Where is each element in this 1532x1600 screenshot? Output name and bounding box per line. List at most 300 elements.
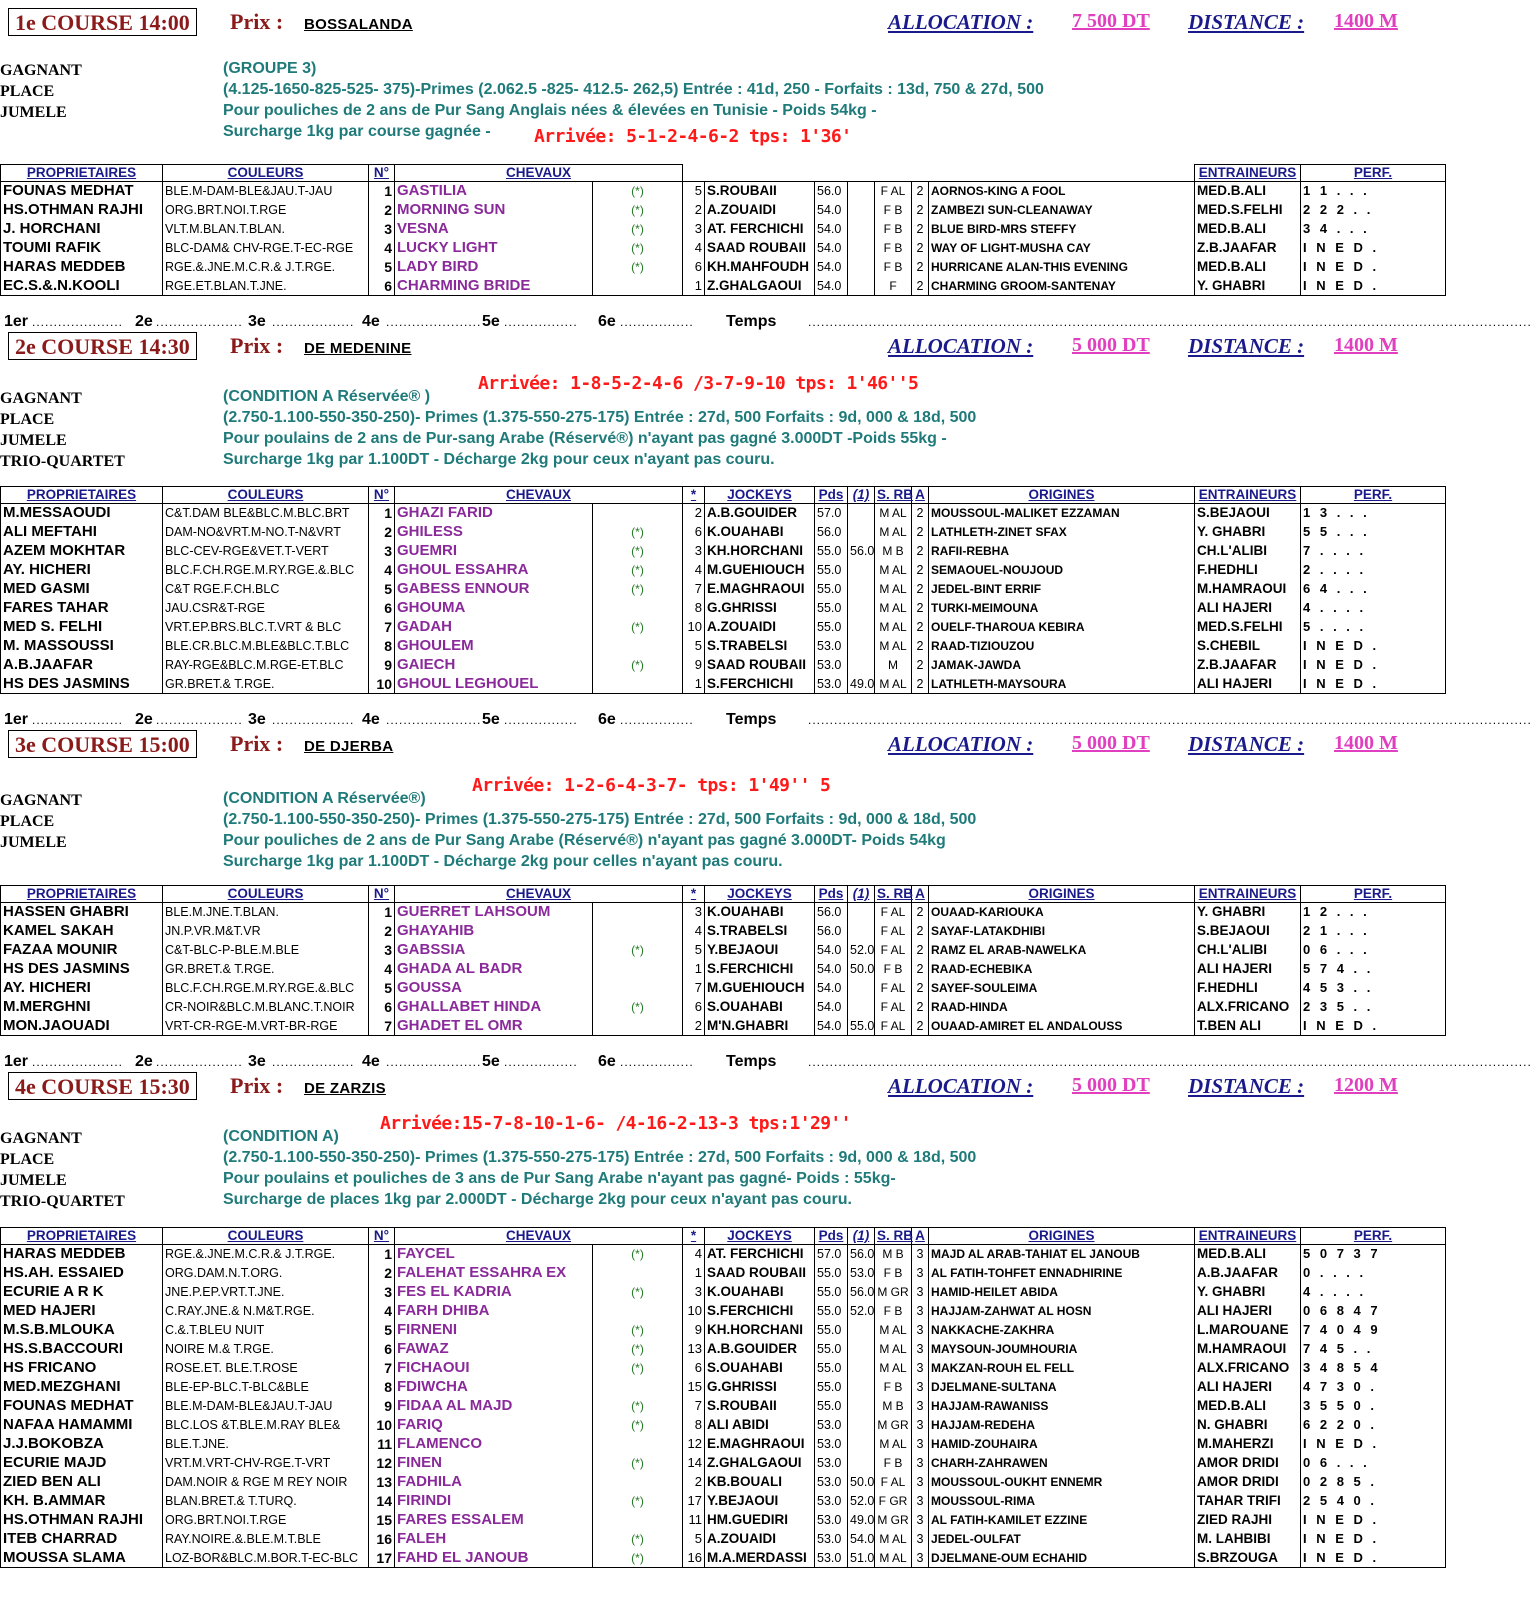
origin-cell: WAY OF LIGHT-MUSHA CAY xyxy=(929,239,1195,258)
colors-cell: NOIRE M.& T.RGE. xyxy=(163,1340,369,1359)
post-cell: 4 xyxy=(683,239,705,258)
mark-cell: (*) xyxy=(593,1416,683,1435)
age-cell: 2 xyxy=(912,523,929,542)
fill-in-dots: ..................... xyxy=(32,1055,124,1069)
table-row xyxy=(1,922,1446,941)
performance-cell: 3 4 8 5 4 xyxy=(1301,1359,1446,1378)
origin-cell: SAYEF-SOULEIMA xyxy=(929,979,1195,998)
fill-in-dots: .................... xyxy=(156,1055,243,1069)
mark-cell xyxy=(593,1302,683,1321)
owner-cell: KH. B.AMMAR xyxy=(1,1492,163,1511)
post-cell: 15 xyxy=(683,1378,705,1397)
weight-cell: 55.0 xyxy=(815,1264,848,1283)
horse-cell: GHALLABET HINDA xyxy=(395,998,593,1017)
number-cell: 4 xyxy=(369,239,395,258)
surcharge-cell xyxy=(848,637,875,656)
origin-cell: HURRICANE ALAN-THIS EVENING xyxy=(929,258,1195,277)
table-row xyxy=(1,998,1446,1017)
post-cell: 4 xyxy=(683,561,705,580)
table-row xyxy=(1,1511,1446,1530)
horse-cell: GHADET EL OMR xyxy=(395,1017,593,1036)
owner-cell: MED S. FELHI xyxy=(1,618,163,637)
column-header-proprietaires: PROPRIETAIRES xyxy=(1,487,163,504)
placing-label: 1er xyxy=(4,313,29,330)
column-header-chevaux: CHEVAUX xyxy=(395,165,683,182)
colors-cell: BLE.M-DAM-BLE&JAU.T-JAU xyxy=(163,182,369,201)
surcharge-cell: 50.0 xyxy=(848,1473,875,1492)
origin-cell: NAKKACHE-ZAKHRA xyxy=(929,1321,1195,1340)
column-header-pds: Pds xyxy=(815,886,848,903)
jockey-cell: A.B.GOUIDER xyxy=(705,1340,815,1359)
trainer-cell: M. LAHBIBI xyxy=(1195,1530,1301,1549)
column-header-jockeys xyxy=(705,165,815,182)
weight-cell: 57.0 xyxy=(815,1245,848,1264)
placing-label: 2e xyxy=(135,1053,153,1070)
jockey-cell: ALI ABIDI xyxy=(705,1416,815,1435)
jockey-cell: G.GHRISSI xyxy=(705,599,815,618)
performance-cell: 0 6 8 4 7 xyxy=(1301,1302,1446,1321)
column-header-origines xyxy=(929,165,1195,182)
weight-cell: 53.0 xyxy=(815,1492,848,1511)
sex-breed-cell: M AL xyxy=(875,1340,912,1359)
performance-cell: 4 7 3 0 . xyxy=(1301,1378,1446,1397)
origin-cell: MOUSSOUL-OUKHT ENNEMR xyxy=(929,1473,1195,1492)
owner-cell: ECURIE MAJD xyxy=(1,1454,163,1473)
placing-label: 6e xyxy=(598,1053,616,1070)
race-number-time: 2e COURSE 14:30 xyxy=(8,332,197,360)
age-cell: 2 xyxy=(912,258,929,277)
horse-cell: GHOUL ESSAHRA xyxy=(395,561,593,580)
jockey-cell: SAAD ROUBAII xyxy=(705,1264,815,1283)
age-cell: 3 xyxy=(912,1530,929,1549)
sex-breed-cell: F B xyxy=(875,239,912,258)
condition-line: (CONDITION A Réservée®) xyxy=(223,790,426,807)
trainer-cell: L.MAROUANE xyxy=(1195,1321,1301,1340)
owner-cell: HS DES JASMINS xyxy=(1,960,163,979)
owner-cell: HASSEN GHABRI xyxy=(1,903,163,922)
horse-cell: GHOULEM xyxy=(395,637,593,656)
race-number-time: 3e COURSE 15:00 xyxy=(8,730,197,758)
trainer-cell: N. GHABRI xyxy=(1195,1416,1301,1435)
column-header-srb: S. RB xyxy=(875,886,912,903)
post-cell: 2 xyxy=(683,1017,705,1036)
weight-cell: 55.0 xyxy=(815,1378,848,1397)
fill-in-dots: ................. xyxy=(504,713,578,727)
column-header-perf: PERF. xyxy=(1301,487,1446,504)
age-cell: 3 xyxy=(912,1302,929,1321)
colors-cell: JN.P.VR.M&T.VR xyxy=(163,922,369,941)
post-cell: 2 xyxy=(683,201,705,220)
column-header-jockeys: JOCKEYS xyxy=(705,487,815,504)
trainer-cell: ALI HAJERI xyxy=(1195,1378,1301,1397)
surcharge-cell xyxy=(848,182,875,201)
post-cell: 1 xyxy=(683,277,705,296)
surcharge-cell xyxy=(848,504,875,523)
bet-type: GAGNANT xyxy=(0,792,82,809)
race-header xyxy=(0,730,1454,760)
number-cell: 9 xyxy=(369,1397,395,1416)
table-row xyxy=(1,1264,1446,1283)
mark-cell: (*) xyxy=(593,542,683,561)
weight-cell: 53.0 xyxy=(815,675,848,694)
horse-cell: FAYCEL xyxy=(395,1245,593,1264)
origin-cell: HAJJAM-REDEHA xyxy=(929,1416,1195,1435)
origin-cell: HAJJAM-ZAHWAT AL HOSN xyxy=(929,1302,1195,1321)
surcharge-cell xyxy=(848,1359,875,1378)
sex-breed-cell: F AL xyxy=(875,922,912,941)
age-cell: 2 xyxy=(912,561,929,580)
performance-cell: 0 2 8 5 . xyxy=(1301,1473,1446,1492)
colors-cell: C&T-BLC-P-BLE.M.BLE xyxy=(163,941,369,960)
table-row xyxy=(1,1359,1446,1378)
column-header-star: * xyxy=(683,1228,705,1245)
jockey-cell: S.FERCHICHI xyxy=(705,675,815,694)
age-cell: 2 xyxy=(912,239,929,258)
bet-types xyxy=(0,388,125,472)
mark-cell: (*) xyxy=(593,941,683,960)
number-cell: 6 xyxy=(369,1340,395,1359)
colors-cell: BLAN.BRET.& T.TURQ. xyxy=(163,1492,369,1511)
distance-value: 1400 M xyxy=(1334,732,1398,754)
colors-cell: C&T RGE.F.CH.BLC xyxy=(163,580,369,599)
surcharge-cell xyxy=(848,656,875,675)
surcharge-cell xyxy=(848,1378,875,1397)
mark-cell xyxy=(593,1017,683,1036)
jockey-cell: AT. FERCHICHI xyxy=(705,220,815,239)
origin-cell: JEDEL-BINT ERRIF xyxy=(929,580,1195,599)
number-cell: 7 xyxy=(369,618,395,637)
column-header-jockeys: JOCKEYS xyxy=(705,886,815,903)
number-cell: 2 xyxy=(369,1264,395,1283)
number-cell: 6 xyxy=(369,277,395,296)
age-cell: 2 xyxy=(912,504,929,523)
origin-cell: MOUSSOUL-MALIKET EZZAMAN xyxy=(929,504,1195,523)
trainer-cell: Y. GHABRI xyxy=(1195,277,1301,296)
sex-breed-cell: F B xyxy=(875,201,912,220)
trainer-cell: ZIED RAJHI xyxy=(1195,1511,1301,1530)
performance-cell: 4 . . . . xyxy=(1301,599,1446,618)
performance-cell: I N E D . xyxy=(1301,675,1446,694)
column-header-chevaux: CHEVAUX xyxy=(395,487,683,504)
jockey-cell: M.GUEHIOUCH xyxy=(705,561,815,580)
age-cell: 3 xyxy=(912,1397,929,1416)
owner-cell: M. MASSOUSSI xyxy=(1,637,163,656)
surcharge-cell xyxy=(848,599,875,618)
condition-line: Surcharge 1kg par course gagnée - xyxy=(223,123,491,140)
mark-cell: (*) xyxy=(593,1397,683,1416)
number-cell: 3 xyxy=(369,220,395,239)
trainer-cell: MED.S.FELHI xyxy=(1195,618,1301,637)
colors-cell: VRT-CR-RGE-M.VRT-BR-RGE xyxy=(163,1017,369,1036)
owner-cell: ITEB CHARRAD xyxy=(1,1530,163,1549)
condition-line: Pour pouliches de 2 ans de Pur Sang Arabe (Réservé®) n'ayant pas gagné 3.000DT- Poids 54kg xyxy=(223,832,946,849)
sex-breed-cell: M AL xyxy=(875,1530,912,1549)
weight-cell: 55.0 xyxy=(815,1359,848,1378)
column-header-pds: Pds xyxy=(815,1228,848,1245)
age-cell: 2 xyxy=(912,922,929,941)
surcharge-cell: 56.0 xyxy=(848,1283,875,1302)
bet-type: JUMELE xyxy=(0,834,67,851)
age-cell: 3 xyxy=(912,1492,929,1511)
jockey-cell: S.ROUBAII xyxy=(705,1397,815,1416)
runners-table xyxy=(0,1227,1446,1568)
placing-label: 3e xyxy=(248,711,266,728)
number-cell: 4 xyxy=(369,561,395,580)
column-header-entraineurs: ENTRAINEURS xyxy=(1195,1228,1301,1245)
origin-cell: CHARMING GROOM-SANTENAY xyxy=(929,277,1195,296)
horse-cell: FINEN xyxy=(395,1454,593,1473)
column-header-entraineurs: ENTRAINEURS xyxy=(1195,487,1301,504)
weight-cell: 56.0 xyxy=(815,182,848,201)
number-cell: 6 xyxy=(369,998,395,1017)
number-cell: 4 xyxy=(369,1302,395,1321)
owner-cell: FOUNAS MEDHAT xyxy=(1,1397,163,1416)
mark-cell: (*) xyxy=(593,1454,683,1473)
number-cell: 1 xyxy=(369,182,395,201)
horse-cell: FES EL KADRIA xyxy=(395,1283,593,1302)
table-row xyxy=(1,903,1446,922)
surcharge-cell xyxy=(848,561,875,580)
weight-cell: 55.0 xyxy=(815,561,848,580)
time-label: Temps xyxy=(726,711,777,728)
column-header-star: * xyxy=(683,886,705,903)
horse-cell: MORNING SUN xyxy=(395,201,593,220)
weight-cell: 56.0 xyxy=(815,922,848,941)
colors-cell: BLE.CR.BLC.M.BLE&BLC.T.BLC xyxy=(163,637,369,656)
trainer-cell: M.HAMRAOUI xyxy=(1195,1340,1301,1359)
owner-cell: HARAS MEDDEB xyxy=(1,258,163,277)
origin-cell: AL FATIH-TOHFET ENNADHIRINE xyxy=(929,1264,1195,1283)
mark-cell: (*) xyxy=(593,220,683,239)
age-cell: 3 xyxy=(912,1549,929,1568)
origin-cell: OUELF-THAROUA KEBIRA xyxy=(929,618,1195,637)
column-header-no: N° xyxy=(369,487,395,504)
table-row xyxy=(1,1454,1446,1473)
jockey-cell: KB.BOUALI xyxy=(705,1473,815,1492)
sex-breed-cell: F GR xyxy=(875,1492,912,1511)
colors-cell: CR-NOIR&BLC.M.BLANC.T.NOIR xyxy=(163,998,369,1017)
surcharge-cell xyxy=(848,277,875,296)
bet-type: JUMELE xyxy=(0,1172,67,1189)
origin-cell: OUAAD-KARIOUKA xyxy=(929,903,1195,922)
mark-cell: (*) xyxy=(593,523,683,542)
number-cell: 3 xyxy=(369,1283,395,1302)
race-section xyxy=(0,8,1532,330)
mark-cell: (*) xyxy=(593,618,683,637)
weight-cell: 54.0 xyxy=(815,277,848,296)
horse-cell: GHOUMA xyxy=(395,599,593,618)
column-header-star xyxy=(683,165,705,182)
sex-breed-cell: M GR xyxy=(875,1416,912,1435)
colors-cell: VRT.EP.BRS.BLC.T.VRT & BLC xyxy=(163,618,369,637)
owner-cell: HS FRICANO xyxy=(1,1359,163,1378)
surcharge-cell xyxy=(848,1435,875,1454)
sex-breed-cell: F AL xyxy=(875,1017,912,1036)
colors-cell: BLC-DAM& CHV-RGE.T-EC-RGE xyxy=(163,239,369,258)
bet-type: TRIO-QUARTET xyxy=(0,1193,125,1210)
surcharge-cell: 56.0 xyxy=(848,1245,875,1264)
trainer-cell: MED.S.FELHI xyxy=(1195,201,1301,220)
mark-cell xyxy=(593,599,683,618)
number-cell: 14 xyxy=(369,1492,395,1511)
origin-cell: DJELMANE-SULTANA xyxy=(929,1378,1195,1397)
number-cell: 5 xyxy=(369,979,395,998)
owner-cell: M.S.B.MLOUKA xyxy=(1,1321,163,1340)
trainer-cell: A.B.JAAFAR xyxy=(1195,1264,1301,1283)
surcharge-cell xyxy=(848,239,875,258)
age-cell: 2 xyxy=(912,1017,929,1036)
table-row xyxy=(1,580,1446,599)
number-cell: 3 xyxy=(369,542,395,561)
race-number-time: 4e COURSE 15:30 xyxy=(8,1072,197,1100)
surcharge-cell: 52.0 xyxy=(848,941,875,960)
colors-cell: C.RAY.JNE.& N.M&T.RGE. xyxy=(163,1302,369,1321)
table-row xyxy=(1,941,1446,960)
bet-type: TRIO-QUARTET xyxy=(0,453,125,470)
jockey-cell: KH.HORCHANI xyxy=(705,1321,815,1340)
runners-table xyxy=(0,885,1446,1036)
post-cell: 1 xyxy=(683,1264,705,1283)
trainer-cell: S.BEJAOUI xyxy=(1195,922,1301,941)
jockey-cell: A.ZOUAIDI xyxy=(705,1530,815,1549)
number-cell: 8 xyxy=(369,637,395,656)
weight-cell: 54.0 xyxy=(815,201,848,220)
trainer-cell: ALX.FRICANO xyxy=(1195,1359,1301,1378)
trainer-cell: F.HEDHLI xyxy=(1195,561,1301,580)
number-cell: 7 xyxy=(369,1359,395,1378)
age-cell: 2 xyxy=(912,979,929,998)
weight-cell: 56.0 xyxy=(815,903,848,922)
bet-types xyxy=(0,60,82,123)
surcharge-cell: 52.0 xyxy=(848,1302,875,1321)
number-cell: 2 xyxy=(369,922,395,941)
fill-in-dots: ................. xyxy=(504,315,578,329)
trainer-cell: CH.L'ALIBI xyxy=(1195,542,1301,561)
race-header xyxy=(0,1072,1454,1102)
fill-in-dots: ...................... xyxy=(386,315,482,329)
bet-type: PLACE xyxy=(0,83,55,100)
placing-line xyxy=(0,711,1532,731)
origin-cell: MOUSSOUL-RIMA xyxy=(929,1492,1195,1511)
age-cell: 3 xyxy=(912,1340,929,1359)
number-cell: 11 xyxy=(369,1435,395,1454)
allocation-value: 5 000 DT xyxy=(1072,334,1150,356)
age-cell: 3 xyxy=(912,1454,929,1473)
mark-cell: (*) xyxy=(593,1549,683,1568)
number-cell: 10 xyxy=(369,1416,395,1435)
sex-breed-cell: M AL xyxy=(875,599,912,618)
table-row xyxy=(1,182,1446,201)
trainer-cell: ALI HAJERI xyxy=(1195,1302,1301,1321)
column-header-proprietaires: PROPRIETAIRES xyxy=(1,165,163,182)
weight-cell: 55.0 xyxy=(815,1283,848,1302)
trainer-cell: S.BEJAOUI xyxy=(1195,504,1301,523)
age-cell: 3 xyxy=(912,1321,929,1340)
prix-name: DE ZARZIS xyxy=(304,1080,386,1097)
post-cell: 7 xyxy=(683,1397,705,1416)
weight-cell: 54.0 xyxy=(815,220,848,239)
weight-cell: 54.0 xyxy=(815,998,848,1017)
owner-cell: M.MESSAOUDI xyxy=(1,504,163,523)
placing-label: 2e xyxy=(135,711,153,728)
jockey-cell: E.MAGHRAOUI xyxy=(705,1435,815,1454)
horse-cell: GABESS ENNOUR xyxy=(395,580,593,599)
owner-cell: MON.JAOUADI xyxy=(1,1017,163,1036)
owner-cell: ALI MEFTAHI xyxy=(1,523,163,542)
jockey-cell: G.GHRISSI xyxy=(705,1378,815,1397)
table-row xyxy=(1,1302,1446,1321)
distance-label: DISTANCE : xyxy=(1188,1074,1305,1098)
column-header-a: A xyxy=(912,1228,929,1245)
horse-cell: GHOUL LEGHOUEL xyxy=(395,675,593,694)
colors-cell: VRT.M.VRT-CHV-RGE.T-VRT xyxy=(163,1454,369,1473)
mark-cell: (*) xyxy=(593,1321,683,1340)
placing-label: 6e xyxy=(598,313,616,330)
placing-label: 2e xyxy=(135,313,153,330)
condition-line: Surcharge de places 1kg par 2.000DT - Décharge 2kg pour ceux n'ayant pas couru. xyxy=(223,1191,852,1208)
number-cell: 2 xyxy=(369,201,395,220)
table-row xyxy=(1,1340,1446,1359)
number-cell: 8 xyxy=(369,1378,395,1397)
post-cell: 14 xyxy=(683,1454,705,1473)
colors-cell: VLT.M.BLAN.T.BLAN. xyxy=(163,220,369,239)
post-cell: 4 xyxy=(683,922,705,941)
owner-cell: AZEM MOKHTAR xyxy=(1,542,163,561)
column-header-chevaux: CHEVAUX xyxy=(395,1228,683,1245)
column-header-star: * xyxy=(683,487,705,504)
post-cell: 4 xyxy=(683,1245,705,1264)
age-cell: 2 xyxy=(912,182,929,201)
horse-cell: FIDAA AL MAJD xyxy=(395,1397,593,1416)
fill-in-dots: ................. xyxy=(504,1055,578,1069)
performance-cell: I N E D . xyxy=(1301,1530,1446,1549)
performance-cell: 2 3 5 . . xyxy=(1301,998,1446,1017)
surcharge-cell: 56.0 xyxy=(848,542,875,561)
column-header-perf: PERF. xyxy=(1301,1228,1446,1245)
surcharge-cell: 51.0 xyxy=(848,1549,875,1568)
age-cell: 3 xyxy=(912,1264,929,1283)
trainer-cell: M.MAHERZI xyxy=(1195,1435,1301,1454)
fill-in-dots: ................... xyxy=(272,713,355,727)
horse-cell: FADHILA xyxy=(395,1473,593,1492)
jockey-cell: S.FERCHICHI xyxy=(705,960,815,979)
weight-cell: 55.0 xyxy=(815,580,848,599)
post-cell: 10 xyxy=(683,618,705,637)
jockey-cell: HM.GUEDIRI xyxy=(705,1511,815,1530)
weight-cell: 56.0 xyxy=(815,523,848,542)
trainer-cell: ALI HAJERI xyxy=(1195,960,1301,979)
jockey-cell: S.TRABELSI xyxy=(705,922,815,941)
jockey-cell: E.MAGHRAOUI xyxy=(705,580,815,599)
owner-cell: NAFAA HAMAMMI xyxy=(1,1416,163,1435)
mark-cell: (*) xyxy=(593,1245,683,1264)
distance-label: DISTANCE : xyxy=(1188,10,1305,34)
race-section xyxy=(0,332,1532,728)
table-header xyxy=(1,487,1446,504)
origin-cell: MAJD AL ARAB-TAHIAT EL JANOUB xyxy=(929,1245,1195,1264)
sex-breed-cell: M GR xyxy=(875,1511,912,1530)
table-row xyxy=(1,599,1446,618)
performance-cell: 7 4 5 . . xyxy=(1301,1340,1446,1359)
placing-label: 3e xyxy=(248,1053,266,1070)
performance-cell: I N E D . xyxy=(1301,239,1446,258)
colors-cell: C.&.T.BLEU NUIT xyxy=(163,1321,369,1340)
race-section xyxy=(0,1072,1454,1566)
horse-cell: FICHAOUI xyxy=(395,1359,593,1378)
weight-cell: 53.0 xyxy=(815,1435,848,1454)
performance-cell: I N E D . xyxy=(1301,1549,1446,1568)
weight-cell: 54.0 xyxy=(815,941,848,960)
